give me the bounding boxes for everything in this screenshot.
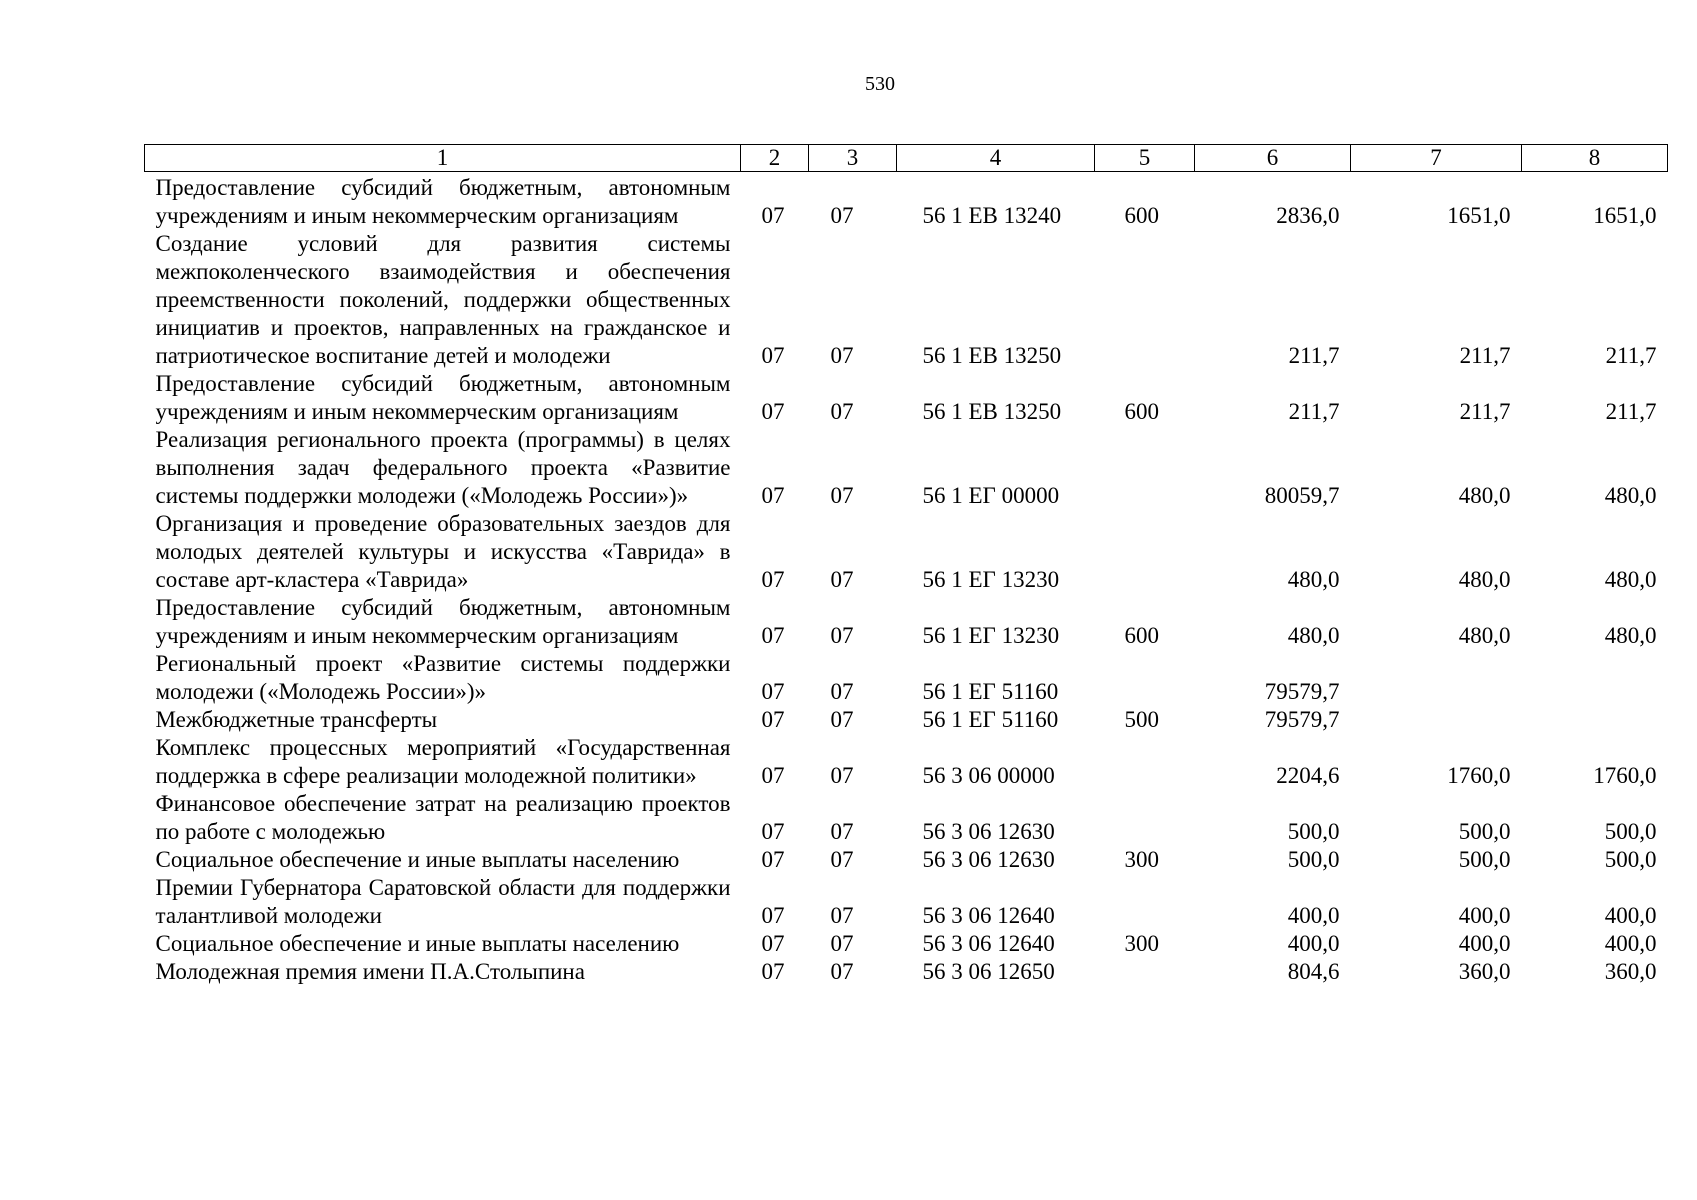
row-description: Комплекс процессных мероприятий «Государственная поддержка в сфере реализации молодежной политики» bbox=[155, 735, 731, 788]
row-amount-col6: 2836,0 bbox=[1276, 203, 1340, 228]
column-header-2: 2 bbox=[741, 145, 809, 172]
row-target-article: 56 3 06 12650 bbox=[922, 959, 1055, 984]
row-expense-type bbox=[1095, 230, 1195, 370]
row-amount-col6: 480,0 bbox=[1287, 567, 1340, 592]
row-subsection-code: 07 bbox=[830, 679, 854, 704]
row-expense-type bbox=[1095, 734, 1195, 790]
row-amount-col8 bbox=[1522, 650, 1668, 706]
row-amount-col6: 2204,6 bbox=[1276, 763, 1340, 788]
row-expense-type bbox=[1095, 958, 1195, 986]
table-row bbox=[145, 426, 1668, 510]
row-expense-type bbox=[1095, 874, 1195, 930]
row-subsection-code: 07 bbox=[830, 399, 854, 424]
row-subsection-code: 07 bbox=[830, 763, 854, 788]
row-amount-col8: 360,0 bbox=[1604, 959, 1657, 984]
row-subsection-code: 07 bbox=[830, 707, 854, 732]
row-expense-type: 300 bbox=[1124, 931, 1159, 956]
table-row bbox=[145, 594, 1668, 650]
row-amount-col6: 400,0 bbox=[1287, 903, 1340, 928]
row-subsection-code: 07 bbox=[830, 567, 854, 592]
row-expense-type bbox=[1095, 426, 1195, 510]
row-amount-col7: 211,7 bbox=[1459, 343, 1511, 368]
row-description: Предоставление субсидий бюджетным, автономным учреждениям и иным некоммерческим организациям bbox=[155, 175, 731, 228]
row-amount-col7: 400,0 bbox=[1458, 903, 1511, 928]
row-section-code: 07 bbox=[761, 707, 785, 732]
row-section-code: 07 bbox=[761, 623, 785, 648]
row-expense-type: 600 bbox=[1124, 623, 1159, 648]
row-subsection-code: 07 bbox=[830, 819, 854, 844]
column-header-7: 7 bbox=[1351, 145, 1522, 172]
row-amount-col7 bbox=[1351, 650, 1522, 706]
row-target-article: 56 3 06 00000 bbox=[922, 763, 1055, 788]
row-section-code: 07 bbox=[761, 959, 785, 984]
row-amount-col8: 480,0 bbox=[1604, 623, 1657, 648]
row-amount-col6: 80059,7 bbox=[1264, 483, 1340, 508]
row-target-article: 56 1 ЕВ 13250 bbox=[922, 399, 1062, 424]
budget-table bbox=[144, 144, 1668, 986]
column-header-1: 1 bbox=[145, 145, 741, 172]
row-amount-col7: 500,0 bbox=[1458, 819, 1511, 844]
row-amount-col6: 400,0 bbox=[1287, 931, 1340, 956]
row-target-article: 56 3 06 12630 bbox=[922, 847, 1055, 872]
row-description: Социальное обеспечение и иные выплаты населению bbox=[155, 931, 680, 956]
row-amount-col7: 360,0 bbox=[1458, 959, 1511, 984]
row-section-code: 07 bbox=[761, 203, 785, 228]
page-number: 530 bbox=[865, 73, 895, 95]
row-amount-col6: 79579,7 bbox=[1264, 707, 1340, 732]
row-amount-col6: 480,0 bbox=[1287, 623, 1340, 648]
row-amount-col8: 400,0 bbox=[1604, 903, 1657, 928]
row-section-code: 07 bbox=[761, 399, 785, 424]
row-description: Организация и проведение образовательных заездов для молодых деятелей культуры и искусства «Таврида» в составе арт-кластера «Таврида» bbox=[155, 511, 731, 592]
table-row bbox=[145, 734, 1668, 790]
table-row bbox=[145, 172, 1668, 231]
row-amount-col8: 500,0 bbox=[1604, 819, 1657, 844]
row-section-code: 07 bbox=[761, 567, 785, 592]
row-target-article: 56 1 ЕВ 13250 bbox=[922, 343, 1062, 368]
table-row bbox=[145, 958, 1668, 986]
row-description: Предоставление субсидий бюджетным, автономным учреждениям и иным некоммерческим организациям bbox=[155, 371, 731, 424]
table-body bbox=[145, 172, 1668, 987]
row-amount-col6: 79579,7 bbox=[1264, 679, 1340, 704]
row-description: Финансовое обеспечение затрат на реализацию проектов по работе с молодежью bbox=[155, 791, 731, 844]
row-amount-col6: 211,7 bbox=[1288, 399, 1340, 424]
row-description: Межбюджетные трансферты bbox=[155, 707, 438, 732]
row-subsection-code: 07 bbox=[830, 623, 854, 648]
column-header-5: 5 bbox=[1095, 145, 1195, 172]
header-row bbox=[145, 145, 1668, 172]
table-header bbox=[145, 145, 1668, 172]
row-amount-col8: 211,7 bbox=[1605, 399, 1657, 424]
row-target-article: 56 1 ЕГ 13230 bbox=[922, 623, 1060, 648]
row-amount-col6: 500,0 bbox=[1287, 819, 1340, 844]
row-amount-col8: 400,0 bbox=[1604, 931, 1657, 956]
row-amount-col7: 1651,0 bbox=[1447, 203, 1511, 228]
row-expense-type: 300 bbox=[1124, 847, 1159, 872]
row-amount-col8: 1760,0 bbox=[1593, 763, 1657, 788]
row-subsection-code: 07 bbox=[830, 847, 854, 872]
row-amount-col7: 480,0 bbox=[1458, 567, 1511, 592]
row-section-code: 07 bbox=[761, 903, 785, 928]
row-expense-type bbox=[1095, 650, 1195, 706]
row-target-article: 56 3 06 12640 bbox=[922, 903, 1055, 928]
row-description: Региональный проект «Развитие системы поддержки молодежи («Молодежь России»)» bbox=[155, 651, 731, 704]
table-row bbox=[145, 370, 1668, 426]
row-subsection-code: 07 bbox=[830, 203, 854, 228]
row-amount-col7: 211,7 bbox=[1459, 399, 1511, 424]
column-header-4: 4 bbox=[897, 145, 1095, 172]
row-amount-col7: 400,0 bbox=[1458, 931, 1511, 956]
row-description: Реализация регионального проекта (программы) в целях выполнения задач федерального проекта «Развитие системы поддержки молодежи («Молодежь России»)» bbox=[155, 427, 731, 508]
row-amount-col8: 1651,0 bbox=[1593, 203, 1657, 228]
row-section-code: 07 bbox=[761, 679, 785, 704]
row-description: Молодежная премия имени П.А.Столыпина bbox=[155, 959, 585, 984]
table-row bbox=[145, 230, 1668, 370]
row-description: Предоставление субсидий бюджетным, автономным учреждениям и иным некоммерческим организациям bbox=[155, 595, 731, 648]
row-subsection-code: 07 bbox=[830, 959, 854, 984]
row-target-article: 56 1 ЕГ 51160 bbox=[922, 707, 1059, 732]
row-amount-col6: 211,7 bbox=[1288, 343, 1340, 368]
row-amount-col7: 500,0 bbox=[1458, 847, 1511, 872]
table-row bbox=[145, 706, 1668, 734]
row-target-article: 56 1 ЕГ 51160 bbox=[922, 679, 1059, 704]
column-header-6: 6 bbox=[1195, 145, 1351, 172]
row-description: Создание условий для развития системы межпоколенческого взаимодействия и обеспечения преемственности поколений, поддержки общественных инициатив и проектов, направленных на гражданское и патриотическое воспитание детей и молодежи bbox=[155, 231, 731, 368]
row-expense-type: 600 bbox=[1124, 399, 1159, 424]
row-amount-col7: 1760,0 bbox=[1447, 763, 1511, 788]
row-amount-col7 bbox=[1351, 706, 1522, 734]
row-amount-col7: 480,0 bbox=[1458, 623, 1511, 648]
row-target-article: 56 3 06 12640 bbox=[922, 931, 1055, 956]
row-amount-col7: 480,0 bbox=[1458, 483, 1511, 508]
table-row bbox=[145, 930, 1668, 958]
row-target-article: 56 1 ЕГ 00000 bbox=[922, 483, 1060, 508]
row-section-code: 07 bbox=[761, 763, 785, 788]
table-row bbox=[145, 510, 1668, 594]
table-row bbox=[145, 790, 1668, 846]
row-subsection-code: 07 bbox=[830, 343, 854, 368]
row-amount-col8: 480,0 bbox=[1604, 483, 1657, 508]
row-section-code: 07 bbox=[761, 819, 785, 844]
row-subsection-code: 07 bbox=[830, 931, 854, 956]
row-section-code: 07 bbox=[761, 483, 785, 508]
table-row bbox=[145, 846, 1668, 874]
row-amount-col8: 480,0 bbox=[1604, 567, 1657, 592]
row-subsection-code: 07 bbox=[830, 903, 854, 928]
row-expense-type: 500 bbox=[1124, 707, 1159, 732]
row-section-code: 07 bbox=[761, 931, 785, 956]
row-target-article: 56 3 06 12630 bbox=[922, 819, 1055, 844]
table-row bbox=[145, 874, 1668, 930]
row-amount-col6: 804,6 bbox=[1287, 959, 1340, 984]
column-header-3: 3 bbox=[809, 145, 897, 172]
row-section-code: 07 bbox=[761, 343, 785, 368]
row-section-code: 07 bbox=[761, 847, 785, 872]
row-amount-col8: 500,0 bbox=[1604, 847, 1657, 872]
table-row bbox=[145, 650, 1668, 706]
row-target-article: 56 1 ЕГ 13230 bbox=[922, 567, 1060, 592]
row-description: Социальное обеспечение и иные выплаты населению bbox=[155, 847, 680, 872]
row-target-article: 56 1 ЕВ 13240 bbox=[922, 203, 1062, 228]
row-expense-type bbox=[1095, 510, 1195, 594]
row-amount-col6: 500,0 bbox=[1287, 847, 1340, 872]
column-header-8: 8 bbox=[1522, 145, 1668, 172]
row-expense-type bbox=[1095, 790, 1195, 846]
row-amount-col8: 211,7 bbox=[1605, 343, 1657, 368]
row-description: Премии Губернатора Саратовской области для поддержки талантливой молодежи bbox=[155, 875, 731, 928]
row-amount-col8 bbox=[1522, 706, 1668, 734]
row-subsection-code: 07 bbox=[830, 483, 854, 508]
row-expense-type: 600 bbox=[1124, 203, 1159, 228]
